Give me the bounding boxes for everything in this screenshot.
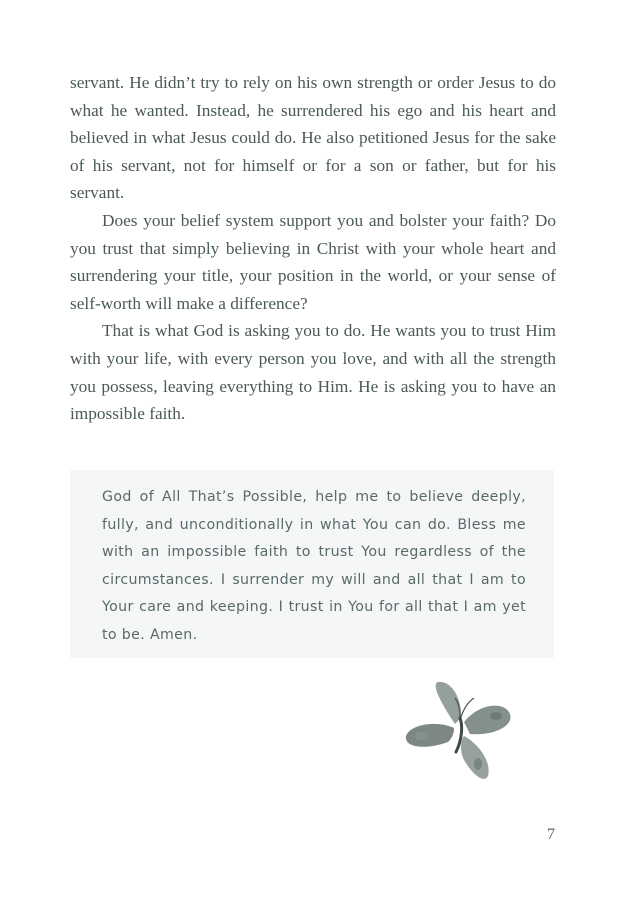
paragraph-belief-system: Does your belief system support you and bolster your faith? Do you trust that simply believing in Christ with your whole heart and surrendering your title, your position in the world, or your sense of self-worth will make a difference?: [70, 210, 556, 313]
butterfly-icon: [400, 678, 518, 786]
prayer-text: God of All That’s Possible, help me to believe deeply, fully, and unconditionally in what You can do. Bless me with an impossible faith to trust You regardless of the circumstances. I surrender my will and all that I am to Your care and keeping. I trust in You for all that I am yet to be. Amen.: [102, 489, 526, 643]
body-text: [70, 69, 556, 428]
paragraph-continued: servant. He didn’t try to rely on his own strength or order Jesus to do what he wanted. Instead, he surrendered his ego and his heart and believed in what Jesus could do. He also petitioned Jesus for the sake of his servant, not for himself or for a son or father, but for his servant.: [70, 73, 556, 203]
page-number: 7: [547, 826, 555, 843]
paragraph-impossible-faith: That is what God is asking you to do. He wants you to trust Him with your life, with every person you love, and with all the strength you possess, leaving everything to Him. He is asking you to have an impossible faith.: [70, 321, 556, 424]
prayer-box: [70, 470, 554, 658]
